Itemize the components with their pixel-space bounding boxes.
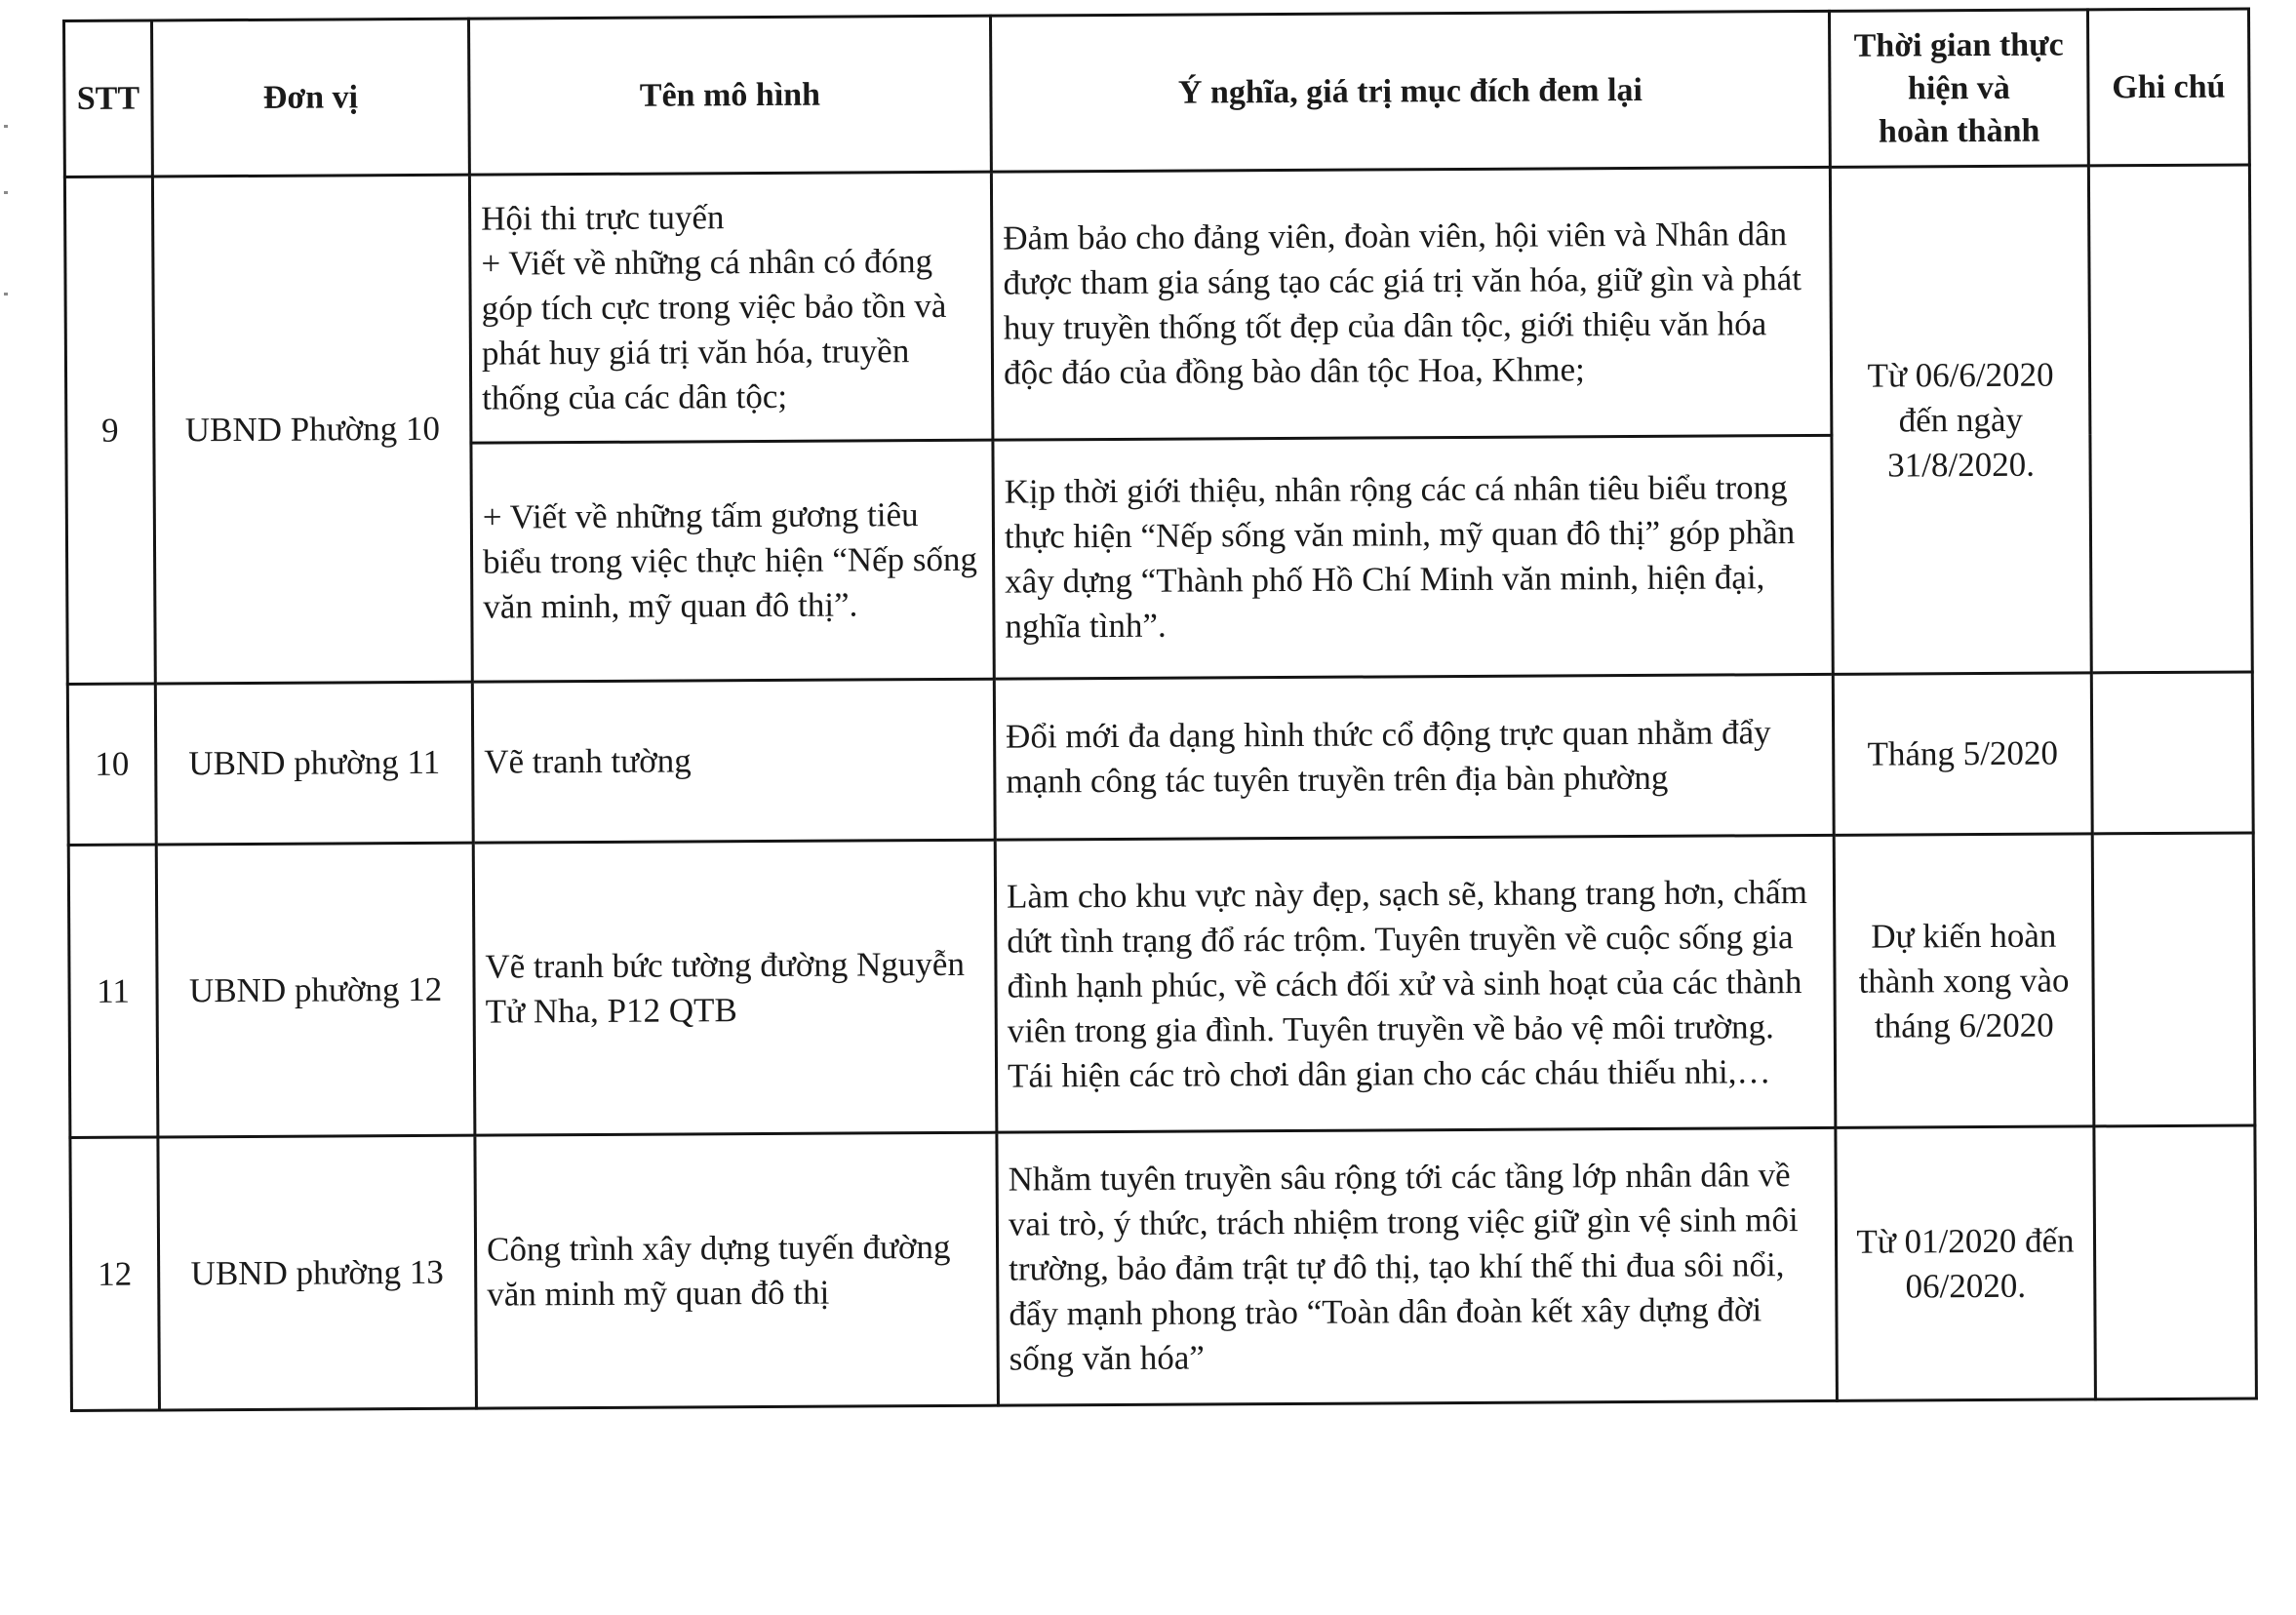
table-row	[68, 833, 2255, 1138]
cell-meaning: Làm cho khu vực này đẹp, sạch sẽ, khang trang hơn, chấm dứt tình trạng đổ rác trộm. Tuyên truyền về cuộc sống gia đình hạnh phúc, về cách đối xử và sinh hoạt của các thành viên trong gia đình. Tuyên truyền về bảo vệ môi trường. Tái hiện các trò chơi dân gian cho các cháu thiếu nhi,…	[995, 835, 1836, 1132]
header-meaning: Ý nghĩa, giá trị mục đích đem lại	[990, 11, 1830, 172]
table-row	[70, 1125, 2257, 1411]
cell-model: + Viết về những tấm gương tiêu biểu trong việc thực hiện “Nếp sống văn minh, mỹ quan đô thị”.	[471, 440, 994, 682]
cell-time: Dự kiến hoàn thành xong vào tháng 6/2020	[1834, 834, 2094, 1127]
header-stt: STT	[64, 20, 153, 177]
cell-model: Công trình xây dựng tuyến đường văn minh mỹ quan đô thị	[475, 1132, 999, 1408]
table-row	[64, 165, 2251, 446]
scan-mark	[4, 191, 8, 194]
cell-stt: 11	[68, 845, 158, 1137]
table-row	[67, 672, 2253, 846]
header-row	[64, 9, 2250, 177]
cell-meaning: Kịp thời giới thiệu, nhân rộng các cá nhân tiêu biểu trong thực hiện “Nếp sống văn minh, mỹ quan đô thị” góp phần xây dựng “Thành phố Hồ Chí Minh văn minh, hiện đại, nghĩa tình”.	[993, 435, 1833, 679]
header-time: Thời gian thực hiện và hoàn thành	[1829, 10, 2088, 167]
cell-model: Vẽ tranh tường	[472, 679, 995, 843]
cell-unit: UBND phường 11	[155, 682, 473, 845]
cell-note	[2091, 672, 2253, 834]
cell-time: Tháng 5/2020	[1833, 673, 2092, 835]
cell-model: Vẽ tranh bức tường đường Nguyễn Tử Nha, P12 QTB	[473, 840, 997, 1135]
header-model: Tên mô hình	[469, 16, 992, 175]
header-note: Ghi chú	[2087, 9, 2249, 166]
header-unit: Đơn vị	[152, 19, 470, 177]
cell-time: Từ 01/2020 đến 06/2020.	[1836, 1126, 2096, 1400]
cell-unit: UBND Phường 10	[152, 175, 472, 684]
cell-model: Hội thi trực tuyến + Viết về những cá nhân có đóng góp tích cực trong việc bảo tồn và phát huy giá trị văn hóa, truyền thống của các dân tộc;	[469, 172, 993, 443]
cell-meaning: Đảm bảo cho đảng viên, đoàn viên, hội viên và Nhân dân được tham gia sáng tạo các giá trị văn hóa, giữ gìn và phát huy truyền thống tốt đẹp của dân tộc, giới thiệu văn hóa độc đáo của đồng bào dân tộc Hoa, Khme;	[991, 167, 1832, 440]
cell-stt: 10	[67, 684, 156, 846]
cell-time: Từ 06/6/2020 đến ngày 31/8/2020.	[1830, 166, 2091, 674]
scan-mark	[4, 125, 8, 128]
cell-note	[2094, 1125, 2257, 1399]
cell-meaning: Nhằm tuyên truyền sâu rộng tới các tầng lớp nhân dân về vai trò, ý thức, trách nhiệm trong việc giữ gìn vệ sinh môi trường, bảo đảm trật tự đô thị, tạo khí thế thi đua sôi nổi, đẩy mạnh phong trào “Toàn dân đoàn kết xây dựng đời sống văn hóa”	[997, 1127, 1838, 1405]
cell-unit: UBND phường 12	[156, 843, 475, 1137]
cell-meaning: Đổi mới đa dạng hình thức cổ động trực quan nhằm đẩy mạnh công tác tuyên truyền trên địa bàn phường	[994, 674, 1834, 840]
cell-note	[2088, 165, 2252, 673]
models-table	[62, 7, 2258, 1412]
cell-note	[2092, 833, 2255, 1126]
cell-stt: 9	[64, 177, 155, 684]
scan-mark	[4, 293, 8, 295]
cell-stt: 12	[70, 1137, 160, 1410]
cell-unit: UBND phường 13	[158, 1135, 477, 1410]
